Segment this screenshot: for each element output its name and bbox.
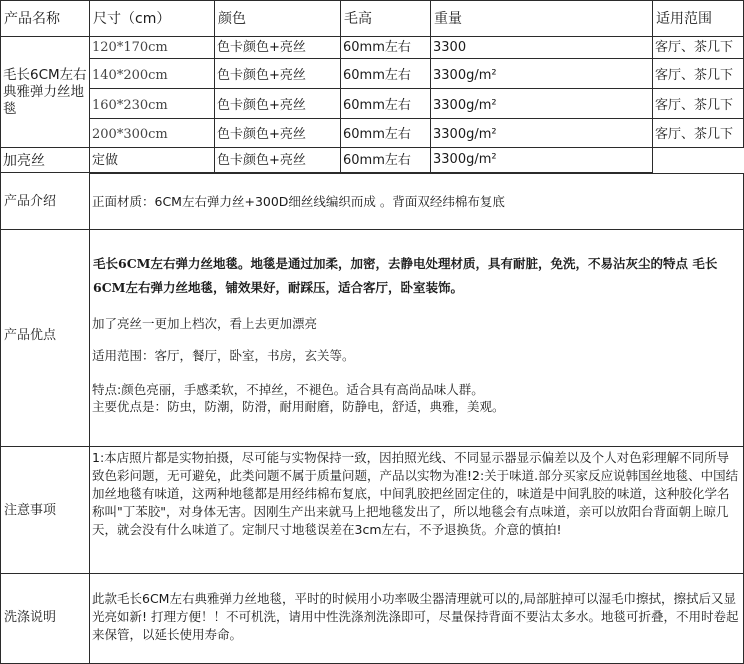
pile-cell	[341, 89, 431, 119]
header-pile-cell	[341, 0, 431, 37]
wash-label: 洗涤说明	[4, 610, 57, 625]
color-value: 色卡颜色+亮丝	[217, 40, 306, 55]
extra-name: 加亮丝	[3, 153, 45, 169]
header-size: 尺寸（cm）	[93, 11, 171, 27]
weight-cell	[431, 37, 653, 59]
weight-value: 3300g/m²	[433, 68, 497, 83]
usage-value: 客厅、茶几下	[655, 127, 734, 142]
header-color: 颜色	[218, 11, 246, 27]
usage-cell	[653, 148, 744, 173]
pile-value: 60mm左右	[343, 153, 411, 168]
weight-cell	[431, 148, 653, 173]
header-name-cell	[0, 0, 90, 37]
header-color-cell	[215, 0, 341, 37]
pile-cell	[341, 119, 431, 148]
pile-value: 60mm左右	[343, 127, 411, 142]
notice-label-cell	[0, 447, 90, 574]
advantages-line-2: 适用范围：客厅，餐厅，卧室，书房，玄关等。	[92, 348, 355, 363]
weight-cell	[431, 59, 653, 89]
weight-value: 3300g/m²	[433, 127, 497, 142]
size-cell	[90, 59, 215, 89]
color-cell	[215, 119, 341, 148]
header-pile: 毛高	[344, 11, 372, 27]
weight-cell	[431, 119, 653, 148]
intro-text-cell	[90, 173, 744, 230]
wash-label-cell	[0, 574, 90, 664]
pile-cell	[341, 59, 431, 89]
advantages-bold-text: 毛长6CM左右弹力丝地毯。地毯是通过加柔，加密，去静电处理材质，具有耐脏，免洗，不易沾灰尘的特点 毛长6CM左右弹力丝地毯，铺效果好，耐踩压，适合客厅，卧室装饰。	[93, 256, 718, 295]
header-usage-cell	[653, 0, 744, 37]
size-cell	[90, 89, 215, 119]
color-value: 色卡颜色+亮丝	[217, 153, 306, 168]
pile-value: 60mm左右	[343, 40, 411, 55]
product-name-cell	[0, 37, 90, 148]
advantages-line-3: 特点:颜色亮丽，手感柔软，不掉丝，不褪色。适合具有高尚品味人群。	[92, 382, 484, 397]
advantages-line-4: 主要优点是：防虫，防潮，防滑，耐用耐磨，防静电，舒适，典雅，美观。	[92, 399, 505, 414]
size-cell	[90, 37, 215, 59]
color-cell	[215, 148, 341, 173]
intro-label: 产品介绍	[4, 194, 57, 209]
usage-value: 客厅、茶几下	[655, 98, 734, 113]
wash-text-cell	[90, 574, 744, 664]
advantages-text-cell	[90, 230, 744, 447]
advantages-line-1: 加了亮丝一更加上档次，看上去更加漂亮	[92, 316, 318, 331]
intro-label-cell	[0, 173, 90, 230]
size-cell	[90, 119, 215, 148]
notice-text: 1:本店照片都是实物拍摄，尽可能与实物保持一致，因拍照光线、不同显示器显示偏差以及个人对色彩理解不同所导致色彩问题，无可避免，此类问题不属于质量问题，产品以实物为准!2:关于味道.部分买家反应说韩国丝地毯、中国结加丝地毯有味道，这两种地毯都是用经纬棉布复底，中间乳胶把丝固定住的，味道是中间乳胶的味道，这种胶化学名称叫"丁苯胶"，对身体无害。因刚生产出来就马上把地毯发出了，所以地毯会有点味道，亲可以放阳台背面朝上晾几天，就会没有什么味道了。定制尺寸地毯误差在3cm左右，不予退换货。介意的慎拍!	[92, 450, 739, 537]
color-cell	[215, 89, 341, 119]
weight-cell	[431, 89, 653, 119]
notice-text-cell	[90, 447, 744, 574]
notice-label: 注意事项	[4, 503, 57, 518]
pile-cell	[341, 148, 431, 173]
advantages-label-cell	[0, 230, 90, 447]
header-name: 产品名称	[4, 11, 60, 27]
header-weight: 重量	[434, 11, 462, 27]
pile-value: 60mm左右	[343, 98, 411, 113]
color-value: 色卡颜色+亮丝	[217, 127, 306, 142]
pile-cell	[341, 37, 431, 59]
size-cell	[90, 148, 215, 173]
usage-value: 客厅、茶几下	[655, 40, 734, 55]
product-name: 毛长6CM左右典雅弹力丝地毯	[3, 67, 87, 117]
color-cell	[215, 59, 341, 89]
advantages-label: 产品优点	[4, 328, 57, 343]
usage-cell	[653, 37, 744, 59]
header-usage: 适用范围	[656, 11, 712, 27]
usage-cell	[653, 119, 744, 148]
size-value: 140*200cm	[92, 68, 168, 83]
size-value: 定做	[92, 153, 119, 168]
pile-value: 60mm左右	[343, 68, 411, 83]
intro-text: 正面材质：6CM左右弹力丝+300D细丝线编织而成 。背面双经纬棉布复底	[92, 194, 505, 209]
extra-name-cell	[0, 148, 90, 173]
usage-cell	[653, 89, 744, 119]
weight-value: 3300	[433, 40, 467, 55]
size-value: 200*300cm	[92, 127, 168, 142]
size-value: 120*170cm	[92, 40, 168, 55]
usage-cell	[653, 59, 744, 89]
wash-text: 此款毛长6CM左右典雅弹力丝地毯，平时的时候用小功率吸尘器清理就可以的,局部脏掉可以湿毛巾擦拭，擦拭后又显光亮如新! 打理方便！！不可机洗，请用中性洗涤剂洗涤即可，尽量保持背面不要沾太多水。地毯可折叠，不用时卷起来保管，以延长使用寿命。	[92, 591, 739, 642]
weight-value: 3300g/m²	[433, 152, 497, 167]
usage-value: 客厅、茶几下	[655, 68, 734, 83]
color-value: 色卡颜色+亮丝	[217, 98, 306, 113]
header-size-cell	[90, 0, 215, 37]
color-cell	[215, 37, 341, 59]
weight-value: 3300g/m²	[433, 98, 497, 113]
size-value: 160*230cm	[92, 98, 168, 113]
header-weight-cell	[431, 0, 653, 37]
color-value: 色卡颜色+亮丝	[217, 68, 306, 83]
